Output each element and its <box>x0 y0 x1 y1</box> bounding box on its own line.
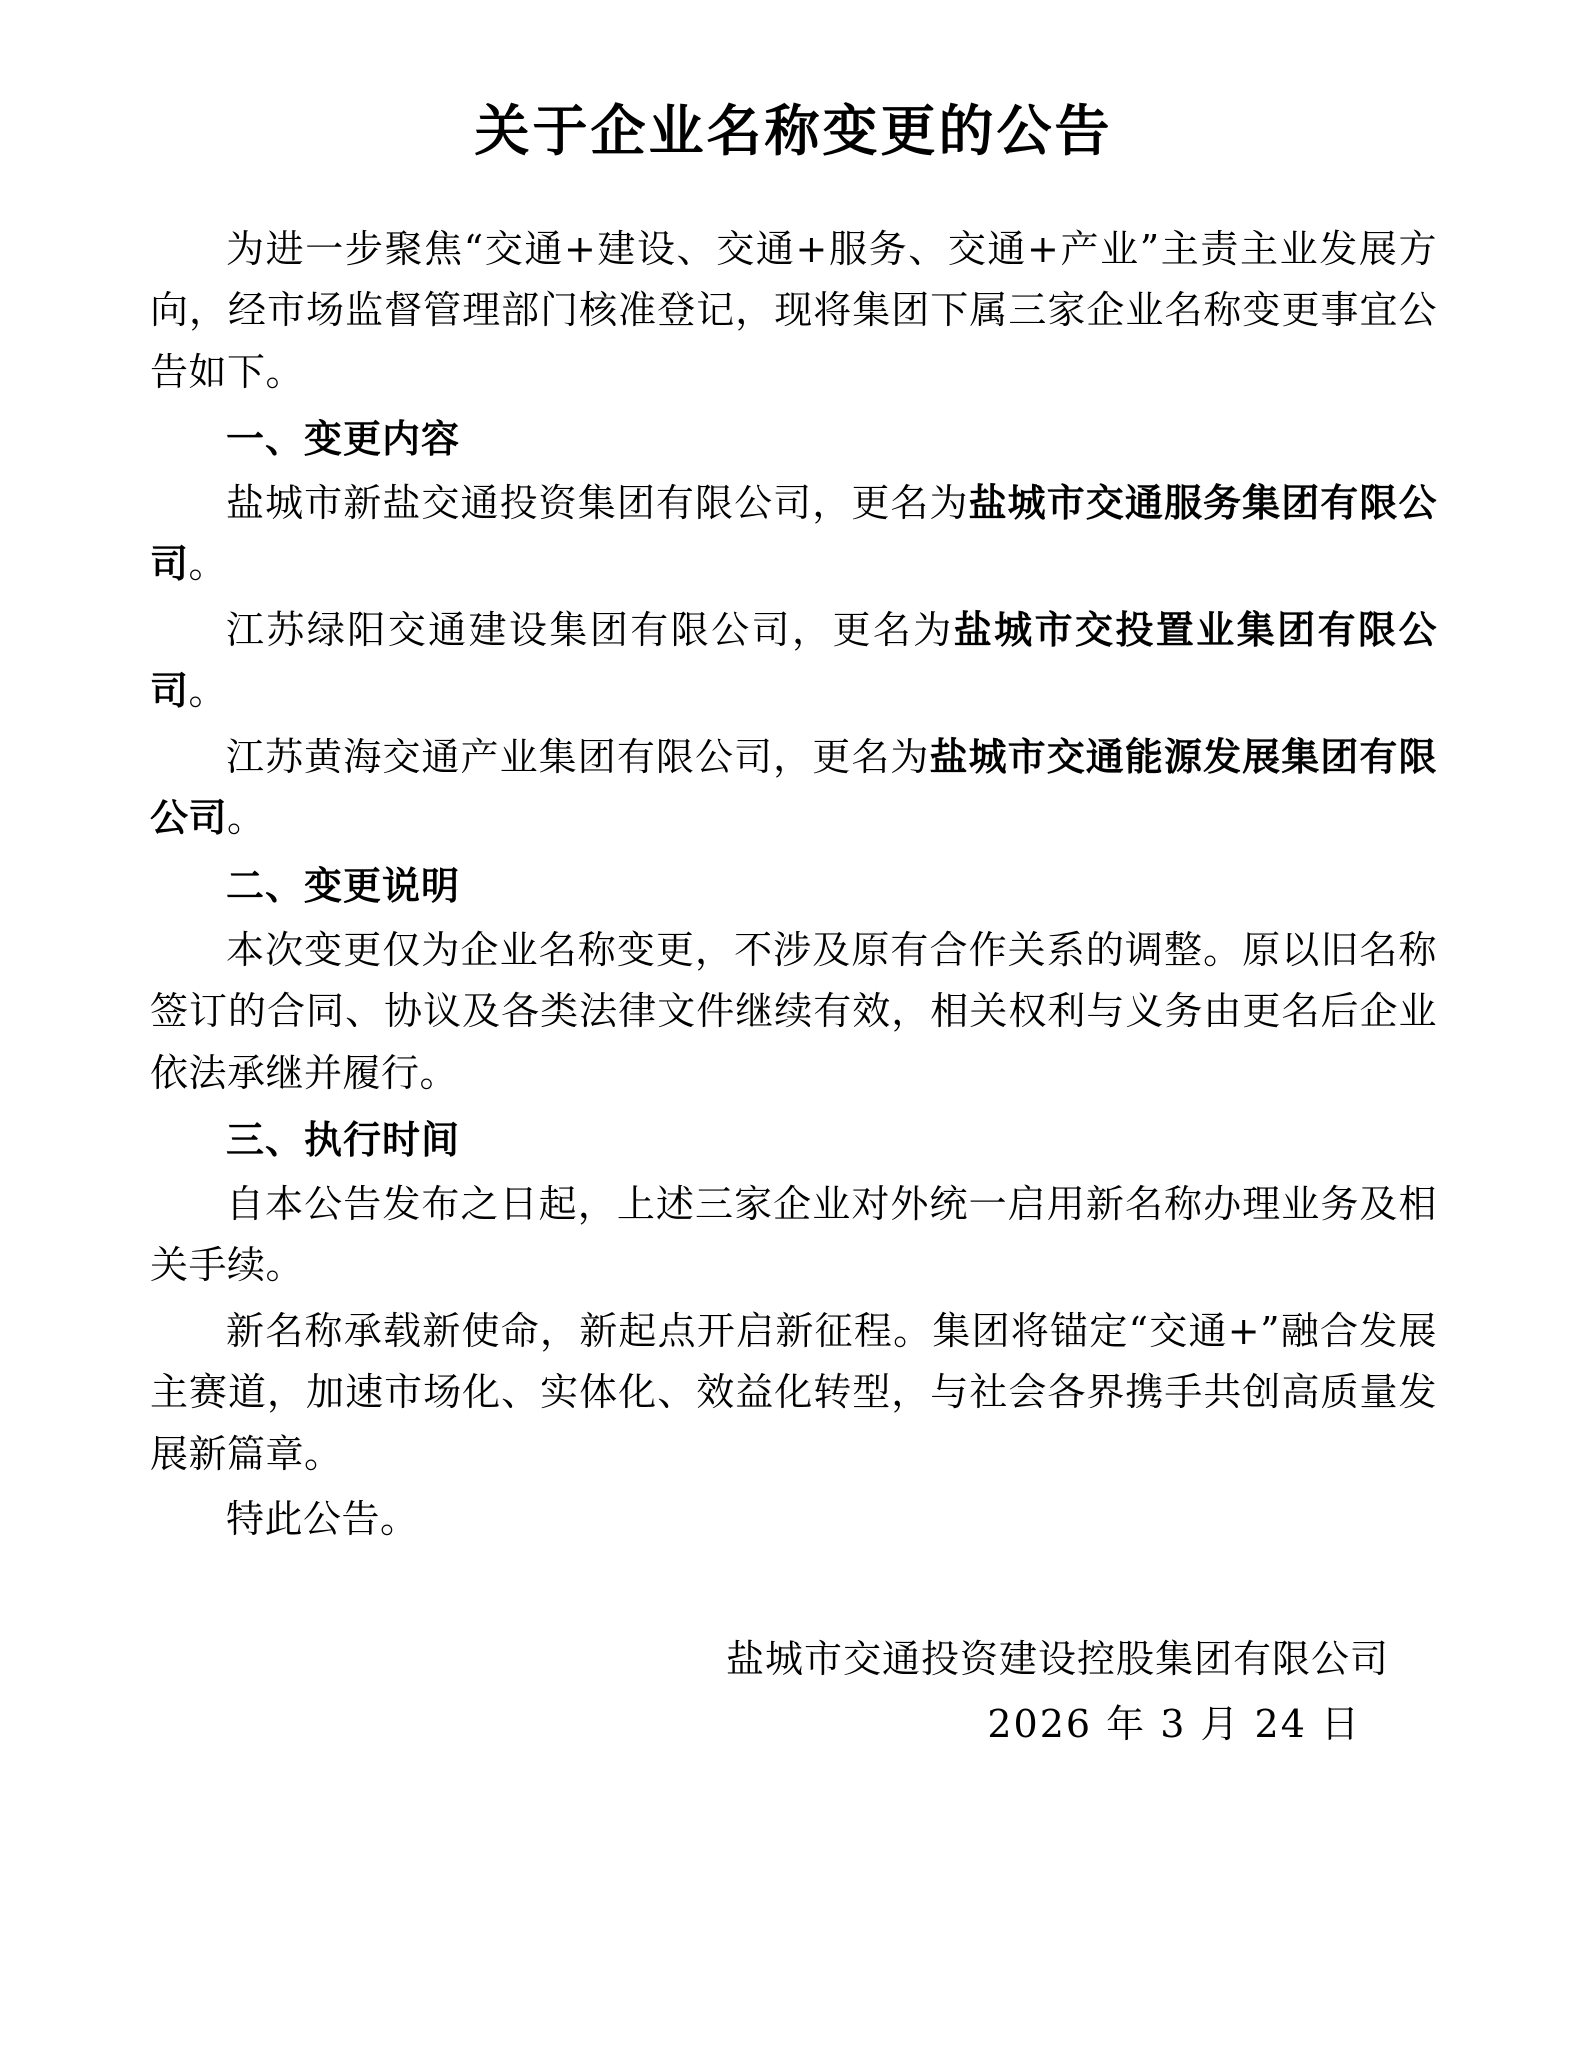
old-name-1: 盐城市新盐交通投资集团有限公司 <box>226 480 813 525</box>
end-punct-3: 。 <box>227 796 266 841</box>
section-3-paragraph-1: 自本公告发布之日起，上述三家企业对外统一启用新名称办理业务及相关手续。 <box>150 1181 1437 1288</box>
section-2-paragraph-1: 本次变更仅为企业名称变更，不涉及原有合作关系的调整。原以旧名称签订的合同、协议及各类法律文件继续有效，相关权利与义务由更名后企业依法承继并履行。 <box>150 927 1437 1095</box>
intro-paragraph: 为进一步聚焦“交通+建设、交通+服务、交通+产业”主责主业发展方向，经市场监督管理部门核准登记，现将集团下属三家企业名称变更事宜公告如下。 <box>150 226 1437 394</box>
section-3-paragraph-2: 新名称承载新使命，新起点开启新征程。集团将锚定“交通+”融合发展主赛道，加速市场化、实体化、效益化转型，与社会各界携手共创高质量发展新篇章。 <box>150 1308 1437 1476</box>
new-name-2: 盐城市交投置业集团有限公司 <box>150 607 1437 714</box>
name-change-item-2 <box>150 600 1437 723</box>
connector-2: ，更名为 <box>792 607 954 652</box>
new-name-1: 盐城市交通服务集团有限公司 <box>150 480 1437 587</box>
name-change-item-3 <box>150 727 1437 850</box>
section-3-paragraph-3: 特此公告。 <box>226 1497 419 1542</box>
section-heading-1: 一、变更内容 <box>226 417 461 462</box>
connector-1: ，更名为 <box>812 480 969 525</box>
section-heading-2: 二、变更说明 <box>226 863 461 908</box>
signature-block <box>150 1627 1437 1756</box>
signature-organization: 盐城市交通投资建设控股集团有限公司 <box>725 1636 1389 1681</box>
connector-3: ，更名为 <box>773 734 930 779</box>
page-title: 关于企业名称变更的公告 <box>474 98 1113 163</box>
signature-date: 2026 年 3 月 24 日 <box>987 1701 1361 1746</box>
section-heading-3: 三、执行时间 <box>226 1118 461 1163</box>
name-change-item-1 <box>150 473 1437 596</box>
old-name-3: 江苏黄海交通产业集团有限公司 <box>226 734 774 779</box>
new-name-3: 盐城市交通能源发展集团有限公司 <box>150 734 1437 841</box>
end-punct-1: 。 <box>188 542 228 587</box>
old-name-2: 江苏绿阳交通建设集团有限公司 <box>226 607 793 652</box>
end-punct-2: 。 <box>188 669 228 714</box>
